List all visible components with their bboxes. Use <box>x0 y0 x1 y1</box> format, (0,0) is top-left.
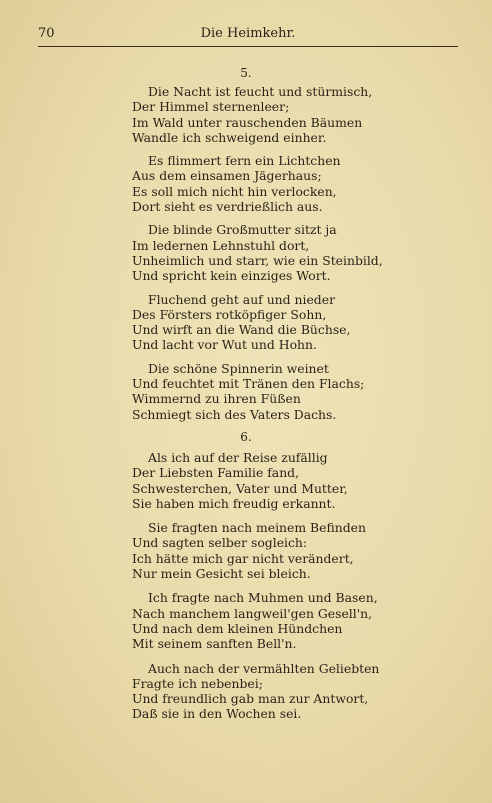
poem-5 <box>0 66 492 422</box>
verse-line: Und wirft an die Wand die Büchse, <box>132 322 351 338</box>
verse-line: Und sagten selber sogleich: <box>132 535 308 551</box>
verse-line: Fluchend geht auf und nieder <box>148 291 335 307</box>
page-header <box>38 26 458 48</box>
verse-line: Auch nach der vermählten Geliebten <box>148 660 380 676</box>
verse-line: Als ich auf der Reise zufällig <box>148 450 328 465</box>
stanza <box>132 661 492 722</box>
stanza <box>132 450 492 511</box>
verse-line: Daß sie in den Wochen sei. <box>132 706 302 722</box>
verse-line: Fragte ich nebenbei; <box>132 675 263 691</box>
stanza <box>132 84 492 145</box>
page-number: 70 <box>38 26 55 41</box>
verse-line: Ich hätte mich gar nicht verändert, <box>132 550 354 566</box>
verse-line: Und freundlich gab man zur Antwort, <box>132 691 369 707</box>
verse-line: Nach manchem langweil'gen Gesell'n, <box>132 605 373 621</box>
verse-line: Sie haben mich freudig erkannt. <box>132 495 336 511</box>
verse-line: Mit seinem sanften Bell'n. <box>132 636 297 652</box>
verse-line: Und spricht kein einziges Wort. <box>132 268 331 284</box>
stanza <box>132 292 492 353</box>
stanza <box>132 222 492 283</box>
verse-line: Der Liebsten Familie fand, <box>132 465 300 481</box>
stanza <box>132 520 492 581</box>
verse-line: Schwesterchen, Vater und Mutter, <box>132 480 348 496</box>
verse-line: Die blinde Großmutter sitzt ja <box>148 222 337 238</box>
verse-line: Und lacht vor Wut und Hohn. <box>132 337 317 353</box>
verse-line: Nur mein Gesicht sei bleich. <box>132 566 311 582</box>
verse-line: Schmiegt sich des Vaters Dachs. <box>132 406 337 422</box>
verse-line: Die Nacht ist feucht und stürmisch, <box>148 84 373 99</box>
verse-line: Wimmernd zu ihren Füßen <box>132 391 301 407</box>
verse-line: Sie fragten nach meinem Befinden <box>148 520 366 536</box>
poem-number: 5. <box>240 66 252 80</box>
verse-line: Aus dem einsamen Jägerhaus; <box>132 168 322 184</box>
verse-line: Im ledernen Lehnstuhl dort, <box>132 237 310 253</box>
verse-line: Wandle ich schweigend einher. <box>132 129 327 145</box>
poem-6 <box>0 430 492 722</box>
verse-line: Der Himmel sternenleer; <box>132 99 290 115</box>
verse-line: Und nach dem kleinen Hündchen <box>132 620 343 636</box>
verse-line: Es soll mich nicht hin verlocken, <box>132 183 337 199</box>
verse-line: Es flimmert fern ein Lichtchen <box>148 153 341 169</box>
stanza <box>132 590 492 651</box>
verse-line: Und feuchtet mit Tränen den Flachs; <box>132 376 365 392</box>
verse-line: Unheimlich und starr, wie ein Steinbild, <box>132 252 383 268</box>
stanza <box>132 361 492 422</box>
verse-line: Des Försters rotköpfiger Sohn, <box>132 306 327 322</box>
verse-line: Ich fragte nach Muhmen und Basen, <box>148 590 378 606</box>
verse-line: Die schöne Spinnerin weinet <box>148 360 329 376</box>
header-rule <box>38 46 458 47</box>
running-title: Die Heimkehr. <box>200 26 296 41</box>
verse-line: Im Wald unter rauschenden Bäumen <box>132 114 363 130</box>
poem-number: 6. <box>240 430 252 444</box>
stanza <box>132 153 492 214</box>
verse-line: Dort sieht es verdrießlich aus. <box>132 199 323 215</box>
